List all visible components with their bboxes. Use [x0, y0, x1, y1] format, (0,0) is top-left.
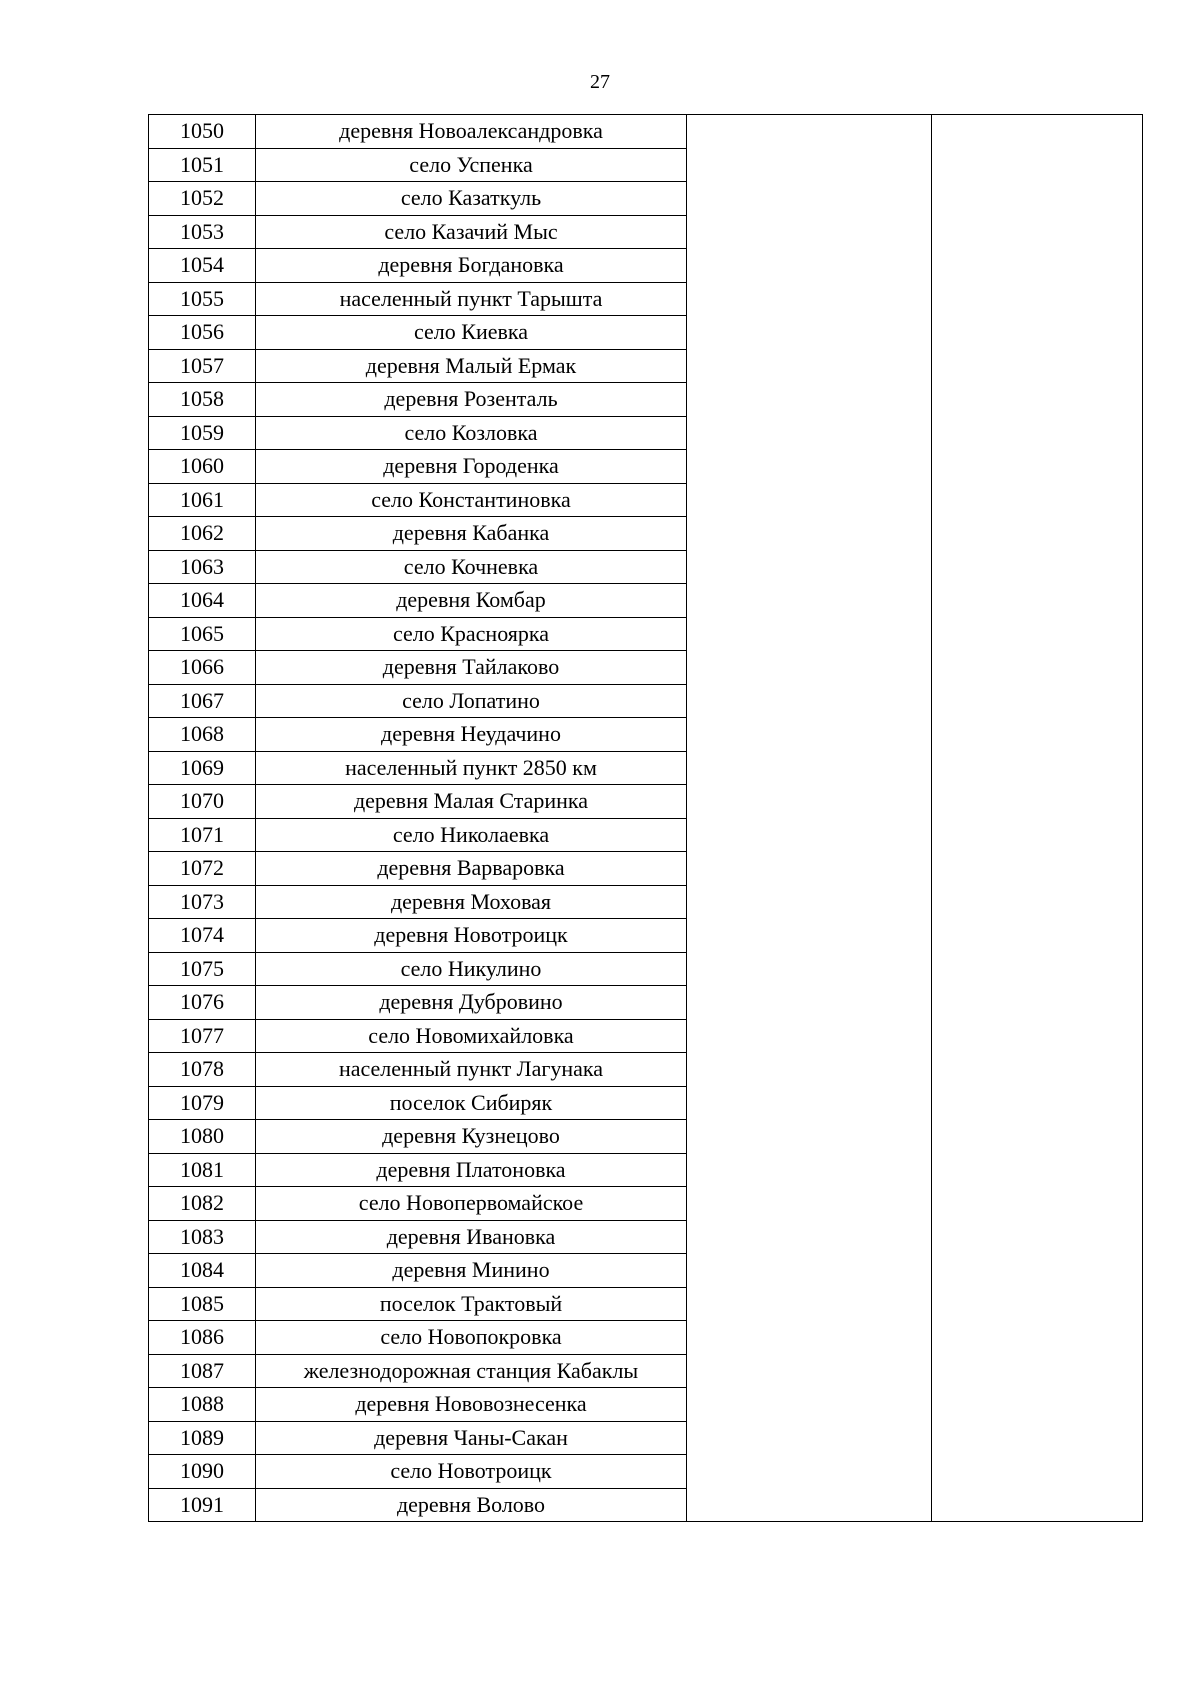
- row-number-cell: 1068: [149, 718, 256, 752]
- row-number-cell: 1056: [149, 316, 256, 350]
- settlement-name-cell: село Лопатино: [256, 684, 687, 718]
- row-number-cell: 1052: [149, 182, 256, 216]
- row-number-cell: 1067: [149, 684, 256, 718]
- settlement-name-cell: деревня Платоновка: [256, 1153, 687, 1187]
- settlement-name-cell: село Кочневка: [256, 550, 687, 584]
- settlement-name-cell: деревня Тайлаково: [256, 651, 687, 685]
- row-number-cell: 1070: [149, 785, 256, 819]
- row-number-cell: 1062: [149, 517, 256, 551]
- row-number-cell: 1057: [149, 349, 256, 383]
- row-number-cell: 1082: [149, 1187, 256, 1221]
- merged-empty-cell: [932, 115, 1143, 1522]
- row-number-cell: 1077: [149, 1019, 256, 1053]
- row-number-cell: 1088: [149, 1388, 256, 1422]
- settlement-name-cell: село Константиновка: [256, 483, 687, 517]
- settlement-name-cell: село Козловка: [256, 416, 687, 450]
- row-number-cell: 1086: [149, 1321, 256, 1355]
- row-number-cell: 1059: [149, 416, 256, 450]
- row-number-cell: 1080: [149, 1120, 256, 1154]
- settlements-table: [148, 114, 1143, 1522]
- settlement-name-cell: село Казачий Мыс: [256, 215, 687, 249]
- row-number-cell: 1085: [149, 1287, 256, 1321]
- row-number-cell: 1055: [149, 282, 256, 316]
- settlements-table-body: [149, 115, 1143, 1522]
- settlement-name-cell: поселок Сибиряк: [256, 1086, 687, 1120]
- settlement-name-cell: железнодорожная станция Кабаклы: [256, 1354, 687, 1388]
- page-number: 27: [590, 71, 610, 93]
- settlement-name-cell: деревня Кузнецово: [256, 1120, 687, 1154]
- row-number-cell: 1066: [149, 651, 256, 685]
- settlement-name-cell: поселок Трактовый: [256, 1287, 687, 1321]
- row-number-cell: 1083: [149, 1220, 256, 1254]
- settlement-name-cell: населенный пункт Тарышта: [256, 282, 687, 316]
- row-number-cell: 1058: [149, 383, 256, 417]
- row-number-cell: 1084: [149, 1254, 256, 1288]
- settlement-name-cell: деревня Нововознесенка: [256, 1388, 687, 1422]
- settlement-name-cell: село Никулино: [256, 952, 687, 986]
- row-number-cell: 1074: [149, 919, 256, 953]
- row-number-cell: 1089: [149, 1421, 256, 1455]
- row-number-cell: 1063: [149, 550, 256, 584]
- row-number-cell: 1053: [149, 215, 256, 249]
- settlement-name-cell: село Успенка: [256, 148, 687, 182]
- settlement-name-cell: село Красноярка: [256, 617, 687, 651]
- settlement-name-cell: деревня Малый Ермак: [256, 349, 687, 383]
- settlement-name-cell: деревня Малая Старинка: [256, 785, 687, 819]
- settlement-name-cell: село Новопервомайское: [256, 1187, 687, 1221]
- row-number-cell: 1054: [149, 249, 256, 283]
- settlement-name-cell: село Новотроицк: [256, 1455, 687, 1489]
- settlement-name-cell: село Николаевка: [256, 818, 687, 852]
- row-number-cell: 1051: [149, 148, 256, 182]
- settlement-name-cell: деревня Дубровино: [256, 986, 687, 1020]
- row-number-cell: 1050: [149, 115, 256, 149]
- settlement-name-cell: деревня Минино: [256, 1254, 687, 1288]
- row-number-cell: 1090: [149, 1455, 256, 1489]
- settlement-name-cell: деревня Комбар: [256, 584, 687, 618]
- settlement-name-cell: деревня Богдановка: [256, 249, 687, 283]
- row-number-cell: 1072: [149, 852, 256, 886]
- settlement-name-cell: село Казаткуль: [256, 182, 687, 216]
- settlement-name-cell: деревня Новоалександровка: [256, 115, 687, 149]
- row-number-cell: 1075: [149, 952, 256, 986]
- settlement-name-cell: деревня Варваровка: [256, 852, 687, 886]
- settlement-name-cell: село Новомихайловка: [256, 1019, 687, 1053]
- row-number-cell: 1076: [149, 986, 256, 1020]
- settlement-name-cell: деревня Моховая: [256, 885, 687, 919]
- row-number-cell: 1078: [149, 1053, 256, 1087]
- settlement-name-cell: деревня Неудачино: [256, 718, 687, 752]
- row-number-cell: 1073: [149, 885, 256, 919]
- table-row: [149, 115, 1143, 149]
- row-number-cell: 1061: [149, 483, 256, 517]
- merged-empty-cell: [687, 115, 932, 1522]
- settlement-name-cell: село Киевка: [256, 316, 687, 350]
- settlement-name-cell: населенный пункт 2850 км: [256, 751, 687, 785]
- settlement-name-cell: деревня Городенка: [256, 450, 687, 484]
- row-number-cell: 1081: [149, 1153, 256, 1187]
- settlement-name-cell: деревня Новотроицк: [256, 919, 687, 953]
- row-number-cell: 1091: [149, 1488, 256, 1522]
- row-number-cell: 1087: [149, 1354, 256, 1388]
- row-number-cell: 1060: [149, 450, 256, 484]
- settlement-name-cell: деревня Волово: [256, 1488, 687, 1522]
- settlement-name-cell: деревня Ивановка: [256, 1220, 687, 1254]
- settlement-name-cell: деревня Кабанка: [256, 517, 687, 551]
- settlement-name-cell: деревня Розенталь: [256, 383, 687, 417]
- settlement-name-cell: село Новопокровка: [256, 1321, 687, 1355]
- settlement-name-cell: населенный пункт Лагунака: [256, 1053, 687, 1087]
- row-number-cell: 1071: [149, 818, 256, 852]
- settlement-name-cell: деревня Чаны-Сакан: [256, 1421, 687, 1455]
- row-number-cell: 1069: [149, 751, 256, 785]
- row-number-cell: 1079: [149, 1086, 256, 1120]
- row-number-cell: 1064: [149, 584, 256, 618]
- row-number-cell: 1065: [149, 617, 256, 651]
